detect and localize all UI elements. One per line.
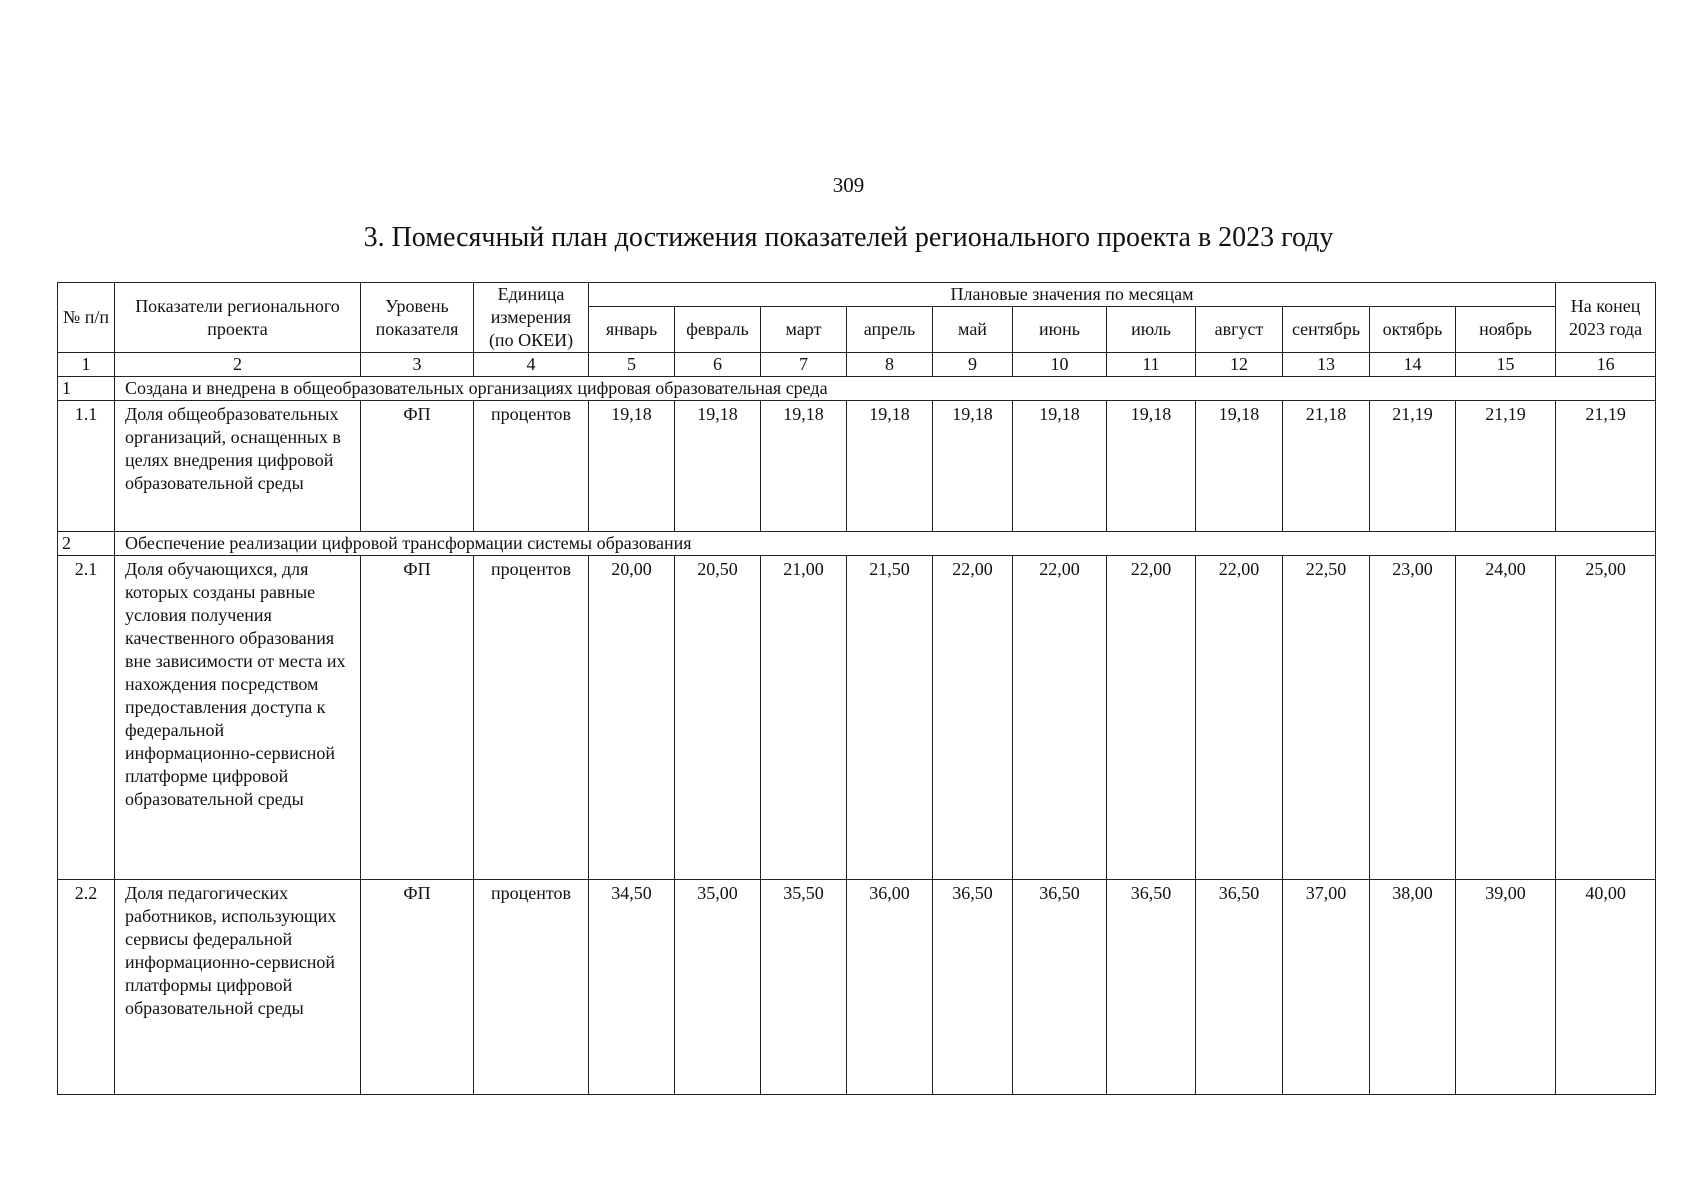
month-value: 19,18 (1196, 401, 1283, 532)
indicator-unit: процентов (474, 556, 589, 880)
end-of-year-value: 21,19 (1556, 401, 1656, 532)
column-number-cell: 11 (1107, 353, 1196, 377)
month-value: 20,50 (675, 556, 761, 880)
column-number-cell: 8 (847, 353, 933, 377)
column-number-cell: 5 (589, 353, 675, 377)
month-value: 39,00 (1456, 880, 1556, 1095)
section-title: Обеспечение реализации цифровой трансформации системы образования (115, 532, 1656, 556)
month-value: 36,50 (1196, 880, 1283, 1095)
month-value: 22,00 (1013, 556, 1107, 880)
column-number-cell: 4 (474, 353, 589, 377)
month-value: 21,18 (1283, 401, 1370, 532)
row-number: 2.2 (58, 880, 115, 1095)
indicator-unit: процентов (474, 880, 589, 1095)
header-month: февраль (675, 307, 761, 353)
monthly-plan-table (57, 282, 1656, 1095)
end-of-year-value: 40,00 (1556, 880, 1656, 1095)
column-number-cell: 6 (675, 353, 761, 377)
month-value: 36,00 (847, 880, 933, 1095)
month-value: 37,00 (1283, 880, 1370, 1095)
section-row (58, 377, 1656, 401)
column-number-cell: 15 (1456, 353, 1556, 377)
month-value: 19,18 (933, 401, 1013, 532)
month-value: 38,00 (1370, 880, 1456, 1095)
page-number: 309 (832, 173, 865, 197)
indicator-level: ФП (361, 880, 474, 1095)
row-number: 1.1 (58, 401, 115, 532)
month-value: 21,19 (1370, 401, 1456, 532)
table-row (58, 401, 1656, 532)
header-month: октябрь (1370, 307, 1456, 353)
header-month: сентябрь (1283, 307, 1370, 353)
header-month: январь (589, 307, 675, 353)
indicator-name: Доля обучающихся, для которых созданы равные условия получения качественного образования вне зависимости от места их нахождения посредством предоставления доступа к федеральной информационно-сервисной платформе цифровой образовательной среды (115, 556, 361, 880)
section-row (58, 532, 1656, 556)
month-value: 22,00 (1107, 556, 1196, 880)
month-value: 22,00 (1196, 556, 1283, 880)
column-number-cell: 1 (58, 353, 115, 377)
month-value: 21,00 (761, 556, 847, 880)
header-month: апрель (847, 307, 933, 353)
column-number-cell: 14 (1370, 353, 1456, 377)
month-value: 19,18 (1107, 401, 1196, 532)
month-value: 36,50 (1107, 880, 1196, 1095)
month-value: 19,18 (761, 401, 847, 532)
section-number: 2 (58, 532, 115, 556)
indicator-unit: процентов (474, 401, 589, 532)
month-value: 22,50 (1283, 556, 1370, 880)
header-indicators: Показатели регионального проекта (115, 283, 361, 353)
month-value: 22,00 (933, 556, 1013, 880)
month-value: 36,50 (933, 880, 1013, 1095)
indicator-name: Доля педагогических работников, использующих сервисы федеральной информационно-сервисной платформы цифровой образовательной среды (115, 880, 361, 1095)
header-month: август (1196, 307, 1283, 353)
column-number-cell: 16 (1556, 353, 1656, 377)
month-value: 23,00 (1370, 556, 1456, 880)
column-number-cell: 3 (361, 353, 474, 377)
table-row (58, 880, 1656, 1095)
header-num: № п/п (58, 283, 115, 353)
header-end-of-year: На конец 2023 года (1556, 283, 1656, 353)
column-number-cell: 12 (1196, 353, 1283, 377)
row-number: 2.1 (58, 556, 115, 880)
month-value: 21,50 (847, 556, 933, 880)
month-value: 19,18 (847, 401, 933, 532)
header-unit: Единица измерения (по ОКЕИ) (474, 283, 589, 353)
month-value: 35,00 (675, 880, 761, 1095)
indicator-level: ФП (361, 401, 474, 532)
table-row (58, 556, 1656, 880)
indicator-level: ФП (361, 556, 474, 880)
section-number: 1 (58, 377, 115, 401)
month-value: 19,18 (589, 401, 675, 532)
indicator-name: Доля общеобразовательных организаций, оснащенных в целях внедрения цифровой образовательной среды (115, 401, 361, 532)
month-value: 20,00 (589, 556, 675, 880)
header-planned-values: Плановые значения по месяцам (589, 283, 1556, 307)
header-month: июнь (1013, 307, 1107, 353)
column-number-cell: 13 (1283, 353, 1370, 377)
month-value: 36,50 (1013, 880, 1107, 1095)
end-of-year-value: 25,00 (1556, 556, 1656, 880)
column-number-cell: 7 (761, 353, 847, 377)
header-level: Уровень показателя (361, 283, 474, 353)
month-value: 24,00 (1456, 556, 1556, 880)
header-month: март (761, 307, 847, 353)
month-value: 34,50 (589, 880, 675, 1095)
header-month: май (933, 307, 1013, 353)
month-value: 19,18 (675, 401, 761, 532)
document-title: 3. Помесячный план достижения показателей регионального проекта в 2023 году (363, 222, 1334, 253)
section-title: Создана и внедрена в общеобразовательных организациях цифровая образовательная среда (115, 377, 1656, 401)
column-number-cell: 10 (1013, 353, 1107, 377)
header-month: ноябрь (1456, 307, 1556, 353)
column-number-cell: 2 (115, 353, 361, 377)
month-value: 19,18 (1013, 401, 1107, 532)
month-value: 35,50 (761, 880, 847, 1095)
header-month: июль (1107, 307, 1196, 353)
month-value: 21,19 (1456, 401, 1556, 532)
column-number-cell: 9 (933, 353, 1013, 377)
